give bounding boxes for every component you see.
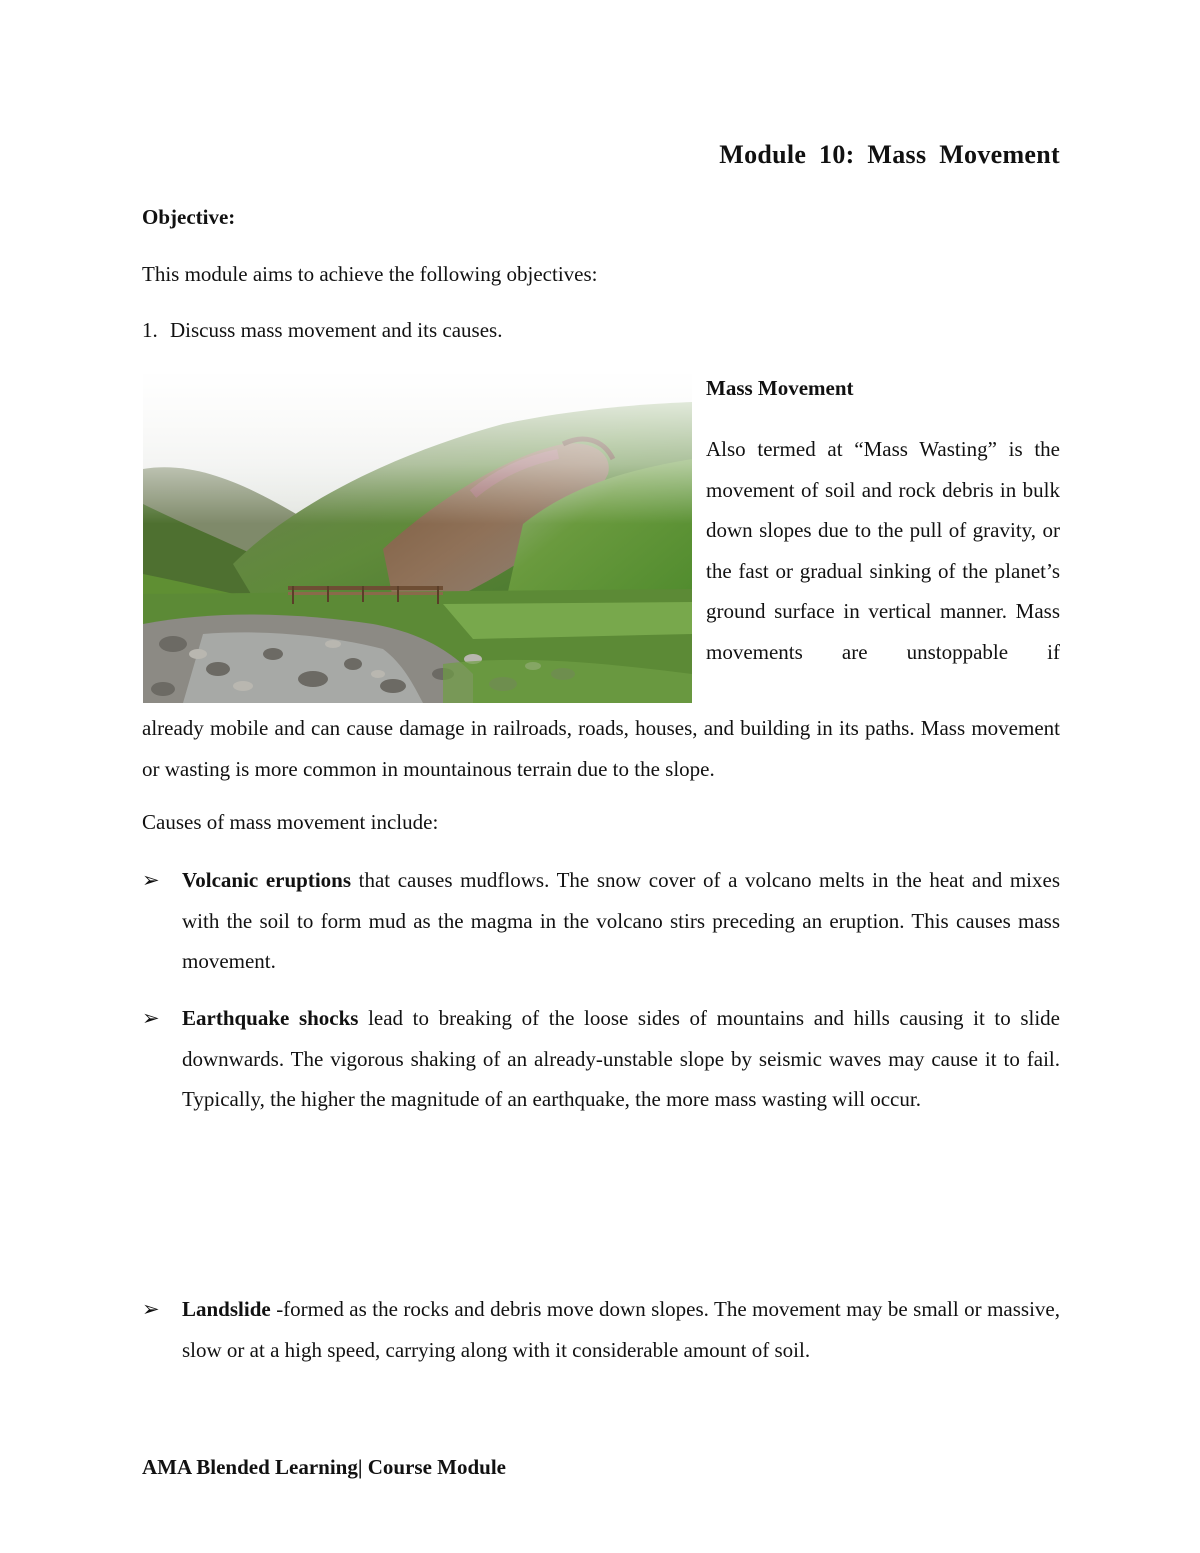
cause-term: Earthquake shocks bbox=[182, 1006, 359, 1030]
objective-heading: Objective: bbox=[142, 205, 236, 229]
landslide-photo bbox=[143, 374, 692, 703]
cause-term: Volcanic eruptions bbox=[182, 868, 352, 892]
objective-intro: This module aims to achieve the following objectives: bbox=[142, 262, 598, 286]
cause-term: Landslide bbox=[182, 1297, 271, 1321]
cause-item bbox=[142, 860, 1060, 982]
page-title: Module 10: Mass Movement bbox=[719, 140, 1060, 169]
mass-movement-section bbox=[706, 373, 1060, 673]
objective-item bbox=[142, 318, 502, 343]
objective-item-text: Discuss mass movement and its causes. bbox=[170, 318, 503, 342]
cause-text: lead to breaking of the loose sides of mountains and hills causing it to slide downwards. The vigorous shaking of an already-unstable slope by seismic waves may cause it to fail. Typically, the higher the magnitude of an earthquake, the more mass wasting will occur. bbox=[182, 1006, 1060, 1112]
cause-text: that causes mudflows. The snow cover of a volcano melts in the heat and mixes with the soil to form mud as the magma in the volcano stirs preceding an eruption. This causes mass movement. bbox=[182, 868, 1060, 974]
objective-item-number: 1. bbox=[142, 318, 158, 342]
section-paragraph: Also termed at “Mass Wasting” is the movement of soil and rock debris in bulk down slopes due to the pull of gravity, or the fast or gradual sinking of the planet’s ground surface in vertical manner. Mass movements are unstoppable if bbox=[706, 437, 1060, 664]
section-paragraph-continued: already mobile and can cause damage in railroads, roads, houses, and building in its paths. Mass movement or wasting is more common in mountainous terrain due to the slope. bbox=[142, 716, 1060, 781]
cause-text: -formed as the rocks and debris move down slopes. The movement may be small or massive, slow or at a high speed, carrying along with it considerable amount of soil. bbox=[182, 1297, 1060, 1362]
arrow-bullet-icon: ➢ bbox=[142, 1297, 160, 1321]
section-heading: Mass Movement bbox=[706, 376, 854, 400]
page-footer: AMA Blended Learning| Course Module bbox=[142, 1455, 506, 1479]
arrow-bullet-icon: ➢ bbox=[142, 868, 160, 892]
causes-intro: Causes of mass movement include: bbox=[142, 810, 439, 834]
arrow-bullet-icon: ➢ bbox=[142, 1006, 160, 1030]
cause-item bbox=[142, 1289, 1060, 1370]
cause-item bbox=[142, 998, 1060, 1120]
